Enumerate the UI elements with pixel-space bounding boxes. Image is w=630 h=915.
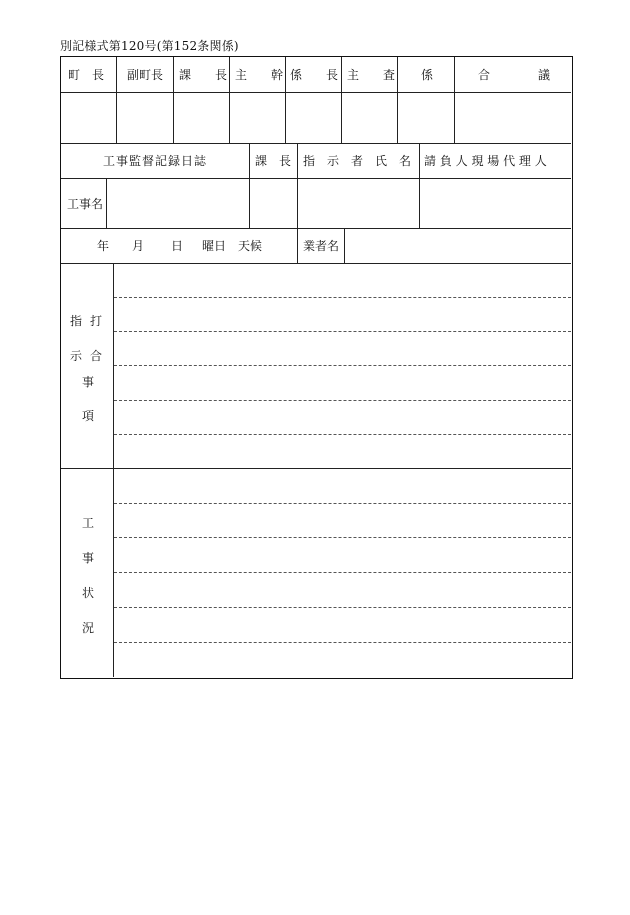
- instructions-label-char: 合: [90, 349, 103, 363]
- contractor-agent-label: 請 負 人 現 場 代 理 人: [424, 154, 547, 168]
- writing-line: [114, 607, 571, 608]
- approval-label-cho: 町 長: [68, 68, 105, 82]
- title-label-kacho: 課 長: [255, 154, 292, 168]
- writing-line: [114, 400, 571, 401]
- approval-divider: [397, 57, 398, 143]
- rule-approval-bottom: [61, 143, 571, 144]
- title-divider: [297, 143, 298, 228]
- label-column-divider: [113, 263, 114, 677]
- writing-line: [114, 537, 571, 538]
- title-divider: [419, 143, 420, 228]
- instructions-label-char: 打: [90, 314, 103, 328]
- work-status-label-char: 状: [82, 586, 95, 600]
- approval-divider: [173, 57, 174, 143]
- date-divider: [297, 228, 298, 263]
- rule-project-bottom: [61, 228, 571, 229]
- instructions-label-char: 事: [82, 375, 95, 389]
- work-status-label-char: 工: [82, 516, 95, 530]
- form-caption: 別記様式第120号(第152条関係): [60, 39, 239, 53]
- date-month-label: 月: [132, 239, 145, 253]
- approval-label-shusa: 主 査: [347, 68, 396, 82]
- approval-divider: [454, 57, 455, 143]
- approval-label-gogi: 合 議: [478, 68, 551, 82]
- title-divider: [249, 143, 250, 228]
- instructions-label-char: 項: [82, 409, 95, 423]
- writing-line: [114, 331, 571, 332]
- approval-divider: [116, 57, 117, 143]
- rule-title-bottom: [61, 178, 571, 179]
- journal-title: 工事監督記録日誌: [103, 154, 208, 168]
- writing-line: [114, 642, 571, 643]
- writing-line: [114, 572, 571, 573]
- approval-label-kacho: 課 長: [179, 68, 228, 82]
- supervision-journal-form: [60, 56, 573, 679]
- rule-date-bottom: [61, 263, 571, 264]
- writing-line: [114, 297, 571, 298]
- project-label-divider: [106, 178, 107, 228]
- approval-label-kakaricho: 係 長: [290, 68, 339, 82]
- writing-line: [114, 434, 571, 435]
- weekday-label: 曜日: [202, 239, 227, 253]
- vendor-divider: [344, 228, 345, 263]
- instructions-label-char: 指: [70, 314, 83, 328]
- rule-section-divider: [61, 468, 571, 469]
- writing-line: [114, 365, 571, 366]
- approval-label-fukucho: 副町長: [127, 68, 164, 82]
- date-day-label: 日: [171, 239, 184, 253]
- approval-label-shukan: 主 幹: [235, 68, 284, 82]
- work-status-label-char: 況: [82, 621, 95, 635]
- project-name-label: 工事名: [67, 197, 104, 211]
- weather-label: 天候: [238, 239, 263, 253]
- approval-divider: [341, 57, 342, 143]
- writing-line: [114, 503, 571, 504]
- rule-approval-header: [61, 92, 571, 93]
- approval-divider: [285, 57, 286, 143]
- instructor-name-label: 指 示 者 氏 名: [303, 154, 412, 168]
- vendor-name-label: 業者名: [303, 239, 340, 253]
- instructions-label-char: 示: [70, 349, 83, 363]
- approval-divider: [229, 57, 230, 143]
- work-status-label-char: 事: [82, 551, 95, 565]
- approval-label-kakari: 係: [421, 68, 434, 82]
- date-year-label: 年: [97, 239, 110, 253]
